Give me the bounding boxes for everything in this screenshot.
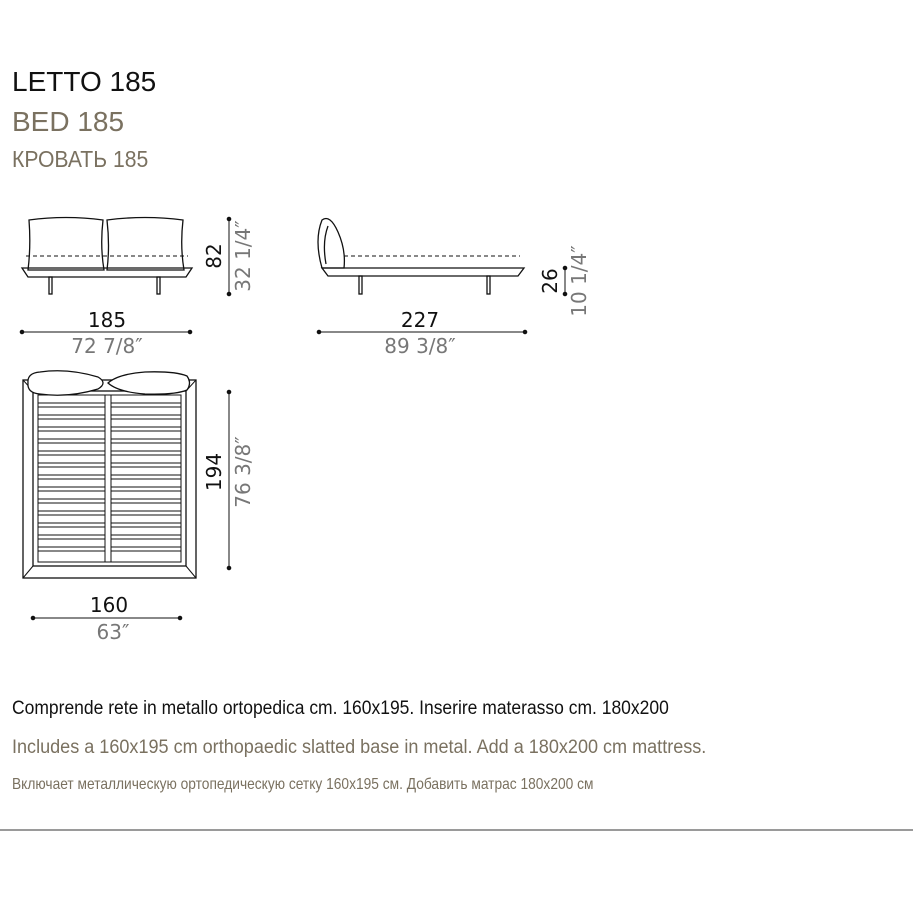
front-height-in: 32 1/4″ [231, 220, 255, 292]
front-height-cm: 82 [202, 243, 226, 269]
front-width-cm: 185 [87, 308, 127, 332]
side-leg-back [487, 276, 490, 294]
side-view [318, 219, 524, 295]
description-russian: Включает металлическую ортопедическую сетку 160x195 см. Добавить матрас 180x200 см [12, 776, 594, 793]
title-italian: LETTO 185 [12, 66, 157, 97]
front-pillow-right [107, 218, 184, 271]
top-view [23, 371, 196, 578]
top-width-in: 63″ [96, 620, 130, 644]
title-english: BED 185 [12, 106, 125, 137]
front-leg-right [157, 277, 160, 294]
description-italian: Comprende rete in metallo ortopedica cm. 160x195. Inserire materasso cm. 180x200 [12, 698, 669, 719]
side-height-in: 10 1/4″ [567, 245, 591, 317]
description-english: Includes a 160x195 cm orthopaedic slatted base in metal. Add a 180x200 cm mattress. [12, 737, 707, 758]
side-length-cm: 227 [400, 308, 440, 332]
side-leg-front [359, 276, 362, 294]
side-height-cm: 26 [538, 268, 562, 294]
side-headboard-curve [324, 226, 328, 264]
top-length-in: 76 3/8″ [231, 436, 255, 508]
side-length-in: 89 3/8″ [384, 334, 456, 358]
front-width-in: 72 7/8″ [71, 334, 143, 358]
side-frame [322, 268, 524, 276]
front-view [22, 218, 192, 295]
title-russian: КРОВАТЬ 185 [12, 146, 149, 172]
top-center-rail [105, 395, 111, 562]
side-headboard-cushion [318, 219, 344, 269]
front-leg-left [49, 277, 52, 294]
front-pillow-left [28, 218, 104, 271]
top-width-cm: 160 [89, 593, 129, 617]
top-length-cm: 194 [202, 452, 226, 492]
footer-divider [0, 829, 913, 831]
